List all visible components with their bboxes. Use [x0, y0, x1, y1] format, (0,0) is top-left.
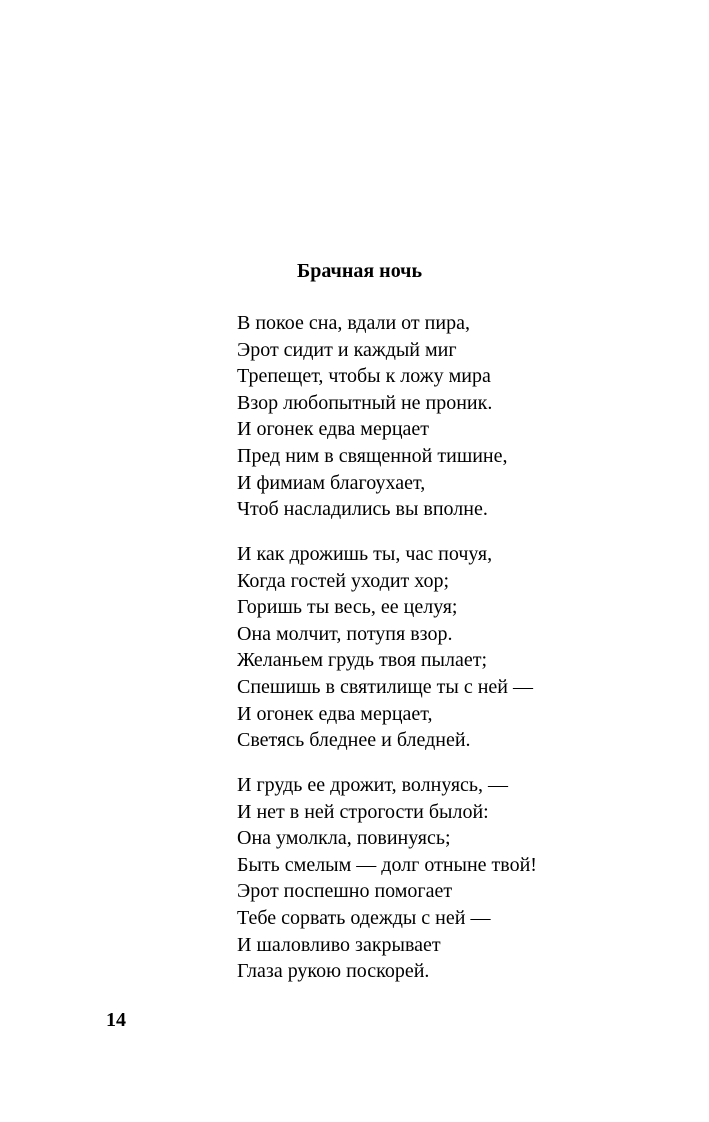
poem-line: И грудь ее дрожит, волнуясь, —	[237, 774, 509, 796]
poem-line: В покое сна, вдали от пира,	[237, 312, 470, 334]
poem-line: Трепещет, чтобы к ложу мира	[237, 365, 491, 388]
poem-line: И шаловливо закрывает	[237, 933, 441, 956]
poem-line: И как дрожишь ты, час почуя,	[237, 543, 493, 565]
stanza-3	[237, 772, 537, 985]
poem-line: Горишь ты весь, ее целуя;	[237, 596, 458, 619]
poem-line: Когда гостей уходит хор;	[237, 569, 450, 592]
poem-line: И фимиам благоухает,	[237, 471, 426, 494]
poem-line: Чтоб насладились вы вполне.	[237, 498, 488, 521]
poem-title: Брачная ночь	[297, 260, 423, 282]
poem-line: Взор любопытный не проник.	[237, 391, 493, 414]
poem-line: Эрот поспешно помогает	[237, 880, 453, 903]
poem-line: Спешишь в святилище ты с ней —	[237, 675, 533, 698]
stanza-1	[237, 310, 508, 523]
page-number: 14	[106, 1009, 126, 1031]
poem-line: Она умолкла, повинуясь;	[237, 827, 451, 850]
poem-line: И нет в ней строгости былой:	[237, 800, 489, 823]
poem-line: Желаньем грудь твоя пылает;	[237, 649, 488, 672]
poem-line: Быть смелым — долг отныне твой!	[237, 853, 537, 876]
poem-line: Эрот сидит и каждый миг	[237, 338, 457, 361]
stanza-2	[237, 541, 533, 754]
poem-line: Она молчит, потупя взор.	[237, 622, 453, 645]
poem-line: Тебе сорвать одежды с ней —	[237, 906, 491, 929]
poem-line: И огонек едва мерцает	[237, 418, 430, 441]
poem-line: Глаза рукою поскорей.	[237, 960, 430, 983]
poem-line: И огонек едва мерцает,	[237, 702, 433, 725]
poem-line: Светясь бледнее и бледней.	[237, 729, 471, 752]
poem-line: Пред ним в священной тишине,	[237, 444, 508, 467]
